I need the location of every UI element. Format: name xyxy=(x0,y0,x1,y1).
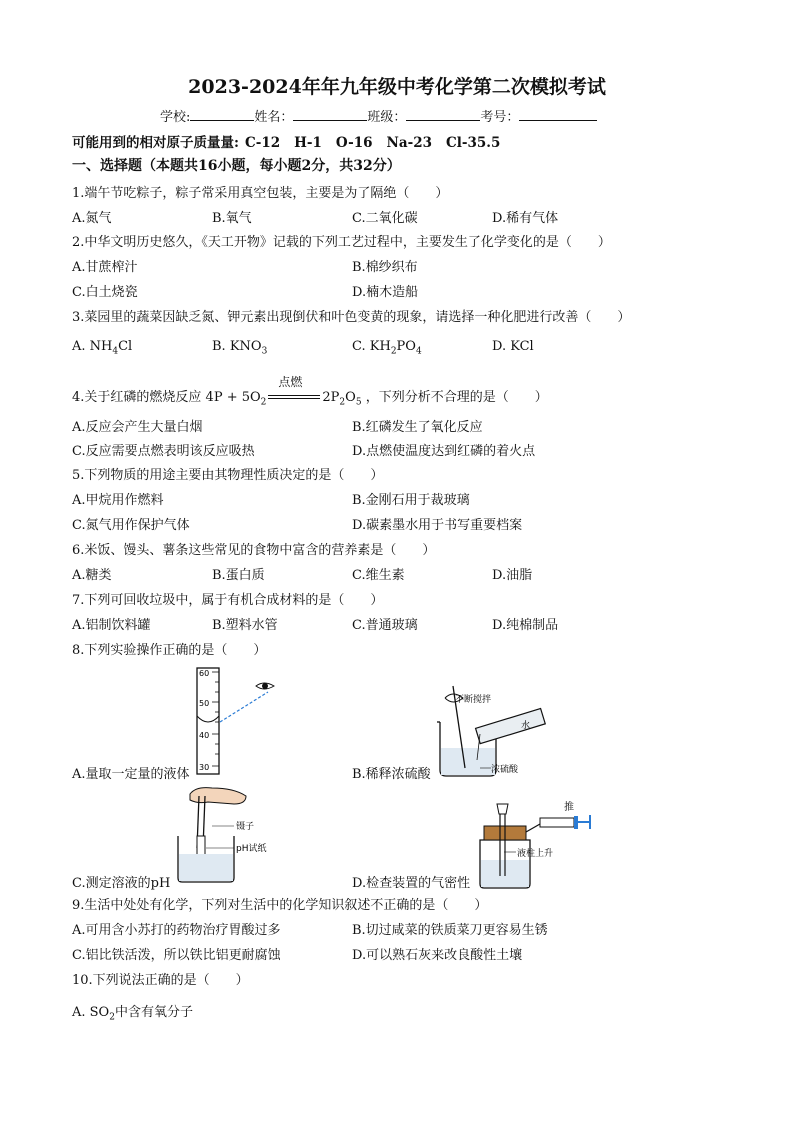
option-a[interactable]: A.甲烷用作燃料 xyxy=(72,493,164,508)
option-c[interactable]: C.普通玻璃 xyxy=(352,618,418,633)
measuring-cylinder-figure xyxy=(190,664,280,776)
class-blank[interactable] xyxy=(406,108,480,121)
option-b[interactable]: B.红磷发生了氧化反应 xyxy=(352,420,483,435)
option-c[interactable]: C.白土烧瓷 xyxy=(72,285,138,300)
test-tube xyxy=(476,708,546,743)
option-c[interactable]: C.氮气用作保护气体 xyxy=(72,518,190,533)
option-c[interactable]: C.二氧化碳 xyxy=(352,211,418,226)
question-stem: 7.下列可回收垃圾中，属于有机合成材料的是（ ） xyxy=(72,593,384,608)
option-b[interactable]: B.塑料水管 xyxy=(212,618,278,633)
option-letter: B. xyxy=(212,339,230,354)
option-d[interactable]: D.可以熟石灰来改良酸性土壤 xyxy=(352,948,523,963)
ph-paper xyxy=(197,836,205,856)
option-a[interactable]: A.量取一定量的液体 xyxy=(72,767,190,782)
ph-test-figure xyxy=(172,782,282,886)
option-c[interactable]: C.测定溶液的pH xyxy=(72,876,171,891)
syringe xyxy=(540,818,574,827)
option-d[interactable]: D.纯棉制品 xyxy=(492,618,559,633)
stem-prefix: 4.关于红磷的燃烧反应 xyxy=(72,390,202,405)
number-label: 考号： xyxy=(480,110,520,125)
question-stem: 10.下列说法正确的是（ ） xyxy=(72,973,249,988)
student-info-line xyxy=(160,106,597,125)
figure-label: 不断搅拌 xyxy=(455,695,492,705)
sight-line xyxy=(220,692,268,722)
option-b[interactable]: B.棉纱织布 xyxy=(352,260,418,275)
option-a[interactable]: A.氮气 xyxy=(72,211,112,226)
figure-label: 液柱上升 xyxy=(517,849,554,859)
option-b[interactable]: B. $KNO_3$ xyxy=(212,339,268,357)
option-d[interactable]: D.油脂 xyxy=(492,568,533,583)
question-stem: 8.下列实验操作正确的是（ ） xyxy=(72,643,267,658)
tick-label: 40 xyxy=(199,731,210,740)
reaction-condition: 点燃 xyxy=(278,374,303,389)
figure-label: 水 xyxy=(521,721,531,731)
figure-label: 推 xyxy=(564,802,574,813)
name-blank[interactable] xyxy=(293,108,367,121)
option-c[interactable]: C.铝比铁活泼，所以铁比铝更耐腐蚀 xyxy=(72,948,281,963)
option-d[interactable]: D.稀有气体 xyxy=(492,211,559,226)
school-label: 学校: xyxy=(160,110,191,125)
atomic-mass-item: C-12 xyxy=(244,135,281,151)
option-a[interactable]: A.反应会产生大量白烟 xyxy=(72,420,203,435)
option-a[interactable]: A. $NH_4Cl$ xyxy=(72,339,133,357)
option-a[interactable]: A.铝制饮料罐 xyxy=(72,618,151,633)
question-stem: 9.生活中处处有化学，下列对生活中的化学知识叙述不正确的是（ ） xyxy=(72,898,488,913)
option-letter: D. xyxy=(492,339,511,354)
option-b[interactable]: B.稀释浓硫酸 xyxy=(352,767,431,782)
option-text: 中含有氧分子 xyxy=(114,1005,193,1020)
option-c[interactable]: C.反应需要点燃表明该反应吸热 xyxy=(72,444,255,459)
option-a[interactable]: A.可用含小苏打的药物治疗胃酸过多 xyxy=(72,923,281,938)
atomic-mass-item: O-16 xyxy=(335,135,373,151)
atomic-mass-line xyxy=(72,131,514,151)
option-a[interactable]: A.甘蔗榨汁 xyxy=(72,260,138,275)
option-a[interactable]: A. $SO_2$中含有氧分子 xyxy=(72,1005,193,1023)
stem-suffix: ，下列分析不合理的是（ ） xyxy=(365,390,548,405)
figure-label: 镊子 xyxy=(236,822,255,832)
option-letter: C. xyxy=(352,339,370,354)
option-d[interactable]: D. KCl xyxy=(492,339,534,354)
school-blank[interactable] xyxy=(190,108,254,121)
section-heading: 一、选择题（本题共16小题，每小题2分，共32分） xyxy=(72,158,401,174)
equation: $4P + 5O_2$ 点燃 $2P_2O_5$ xyxy=(205,374,362,408)
option-letter: A. xyxy=(72,1005,90,1020)
class-label: 班级： xyxy=(367,110,407,125)
name-label: 姓名： xyxy=(254,110,294,125)
figure-label: 浓硫酸 xyxy=(491,765,519,775)
option-c[interactable]: C. $KH_2PO_4$ xyxy=(352,339,422,357)
question-stem: 5.下列物质的用途主要由其物理性质决定的是（ ） xyxy=(72,468,384,483)
question-stem xyxy=(72,374,548,408)
option-d[interactable]: D.碳素墨水用于书写重要档案 xyxy=(352,518,523,533)
eye-icon xyxy=(256,683,274,689)
atomic-mass-label: 可能用到的相对原子质量量: xyxy=(72,135,239,151)
question-stem: 1.端午节吃粽子，粽子常采用真空包装，主要是为了隔绝（ ） xyxy=(72,186,449,201)
option-d[interactable]: D.检查装置的气密性 xyxy=(352,876,471,891)
dilution-figure xyxy=(425,682,565,782)
page-title: 2023-2024年年九年级中考化学第二次模拟考试 xyxy=(188,76,606,98)
tick-label: 60 xyxy=(199,669,210,678)
option-c[interactable]: C.维生素 xyxy=(352,568,405,583)
option-d[interactable]: D.点燃使温度达到红磷的着火点 xyxy=(352,444,536,459)
option-b[interactable]: B.切过咸菜的铁质菜刀更容易生锈 xyxy=(352,923,548,938)
question-stem: 6.米饭、馒头、薯条这些常见的食物中富含的营养素是（ ） xyxy=(72,543,436,558)
atomic-mass-item: Na-23 xyxy=(386,135,433,151)
tick-label: 50 xyxy=(199,699,210,708)
option-d[interactable]: D.楠木造船 xyxy=(352,285,419,300)
question-stem: 3.菜园里的蔬菜因缺乏氮、钾元素出现倒伏和叶色变黄的现象，请选择一种化肥进行改善（ ） xyxy=(72,310,631,325)
question-stem: 2.中华文明历史悠久，《天工开物》记载的下列工艺过程中，主要发生了化学变化的是（ ） xyxy=(72,235,611,250)
atomic-mass-item: Cl-35.5 xyxy=(446,135,501,151)
option-letter: A. xyxy=(72,339,90,354)
number-blank[interactable] xyxy=(519,108,597,121)
tick-label: 30 xyxy=(199,763,210,772)
option-b[interactable]: B.氧气 xyxy=(212,211,252,226)
option-b[interactable]: B.蛋白质 xyxy=(212,568,265,583)
figure-label: pH试纸 xyxy=(236,844,267,854)
option-b[interactable]: B.金刚石用于裁玻璃 xyxy=(352,493,470,508)
atomic-mass-item: H-1 xyxy=(294,135,322,151)
option-a[interactable]: A.糖类 xyxy=(72,568,112,583)
